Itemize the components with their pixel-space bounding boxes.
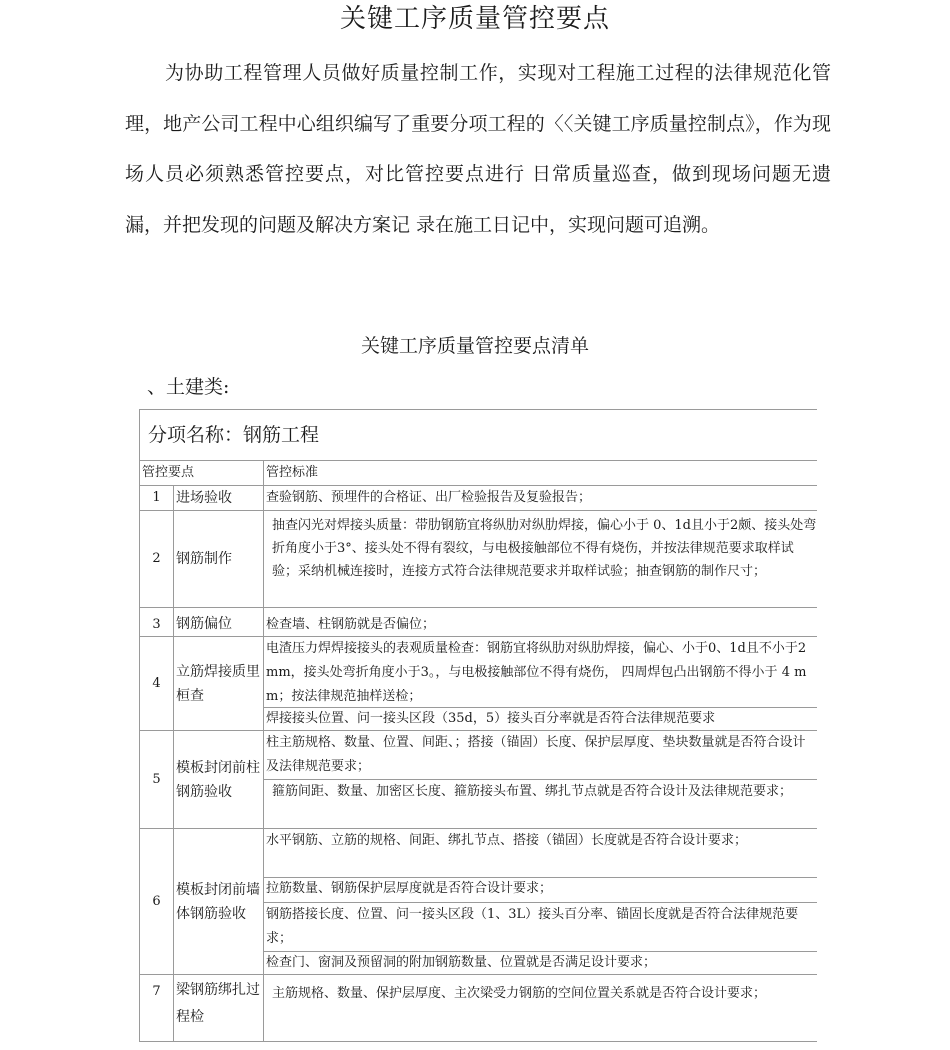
standard-cell: 拉筋数量、钢筋保护层厚度就是否符合设计要求； xyxy=(264,878,818,903)
standard-text: 电渣压力焊焊接接头的表观质量检查：钢筋宜将纵肋对纵肋焊接，偏心、小于0、1d且不小于2 mm，接头处弯折角度小于3。，与电极接触部位不得有烧伤， 四周焊包凸出钢筋不得小于 4 mm；按法律规范抽样送检； xyxy=(266,641,807,704)
control-points-table-wrapper xyxy=(139,409,817,1050)
standard-cell: 钢筋搭接长度、位置、问一接头区段（1、3L）接头百分率、锚固长度就是否符合法律规范要求； xyxy=(264,903,818,952)
table-row xyxy=(140,608,818,637)
standard-text: 抽查闪光对焊接头质量：带肋钢筋宜将纵肋对纵肋焊接，偏心小于 0、1d且小于2颇、接头处弯折角度小于3°、接头处不得有裂纹，与电极接触部位不得有烧伤，并按法律规范要求取样试验；采纳机械连接时，连接方式符合法律规范要求并取样试验；抽查钢筋的制作尺寸； xyxy=(272,518,817,579)
standard-cell xyxy=(264,780,818,829)
standard-cell xyxy=(264,637,818,708)
standard-cell: 查验钢筋、预埋件的合格证、出厂检验报告及复验报告； xyxy=(264,486,818,511)
standard-text: 箍筋间距、数量、加密区长度、箍筋接头布置、绑扎节点就是否符合设计及法律规范要求； xyxy=(272,784,793,799)
standard-cell: 焊接接头位置、问一接头区段（35d，5）接头百分率就是否符合法律规范要求 xyxy=(264,708,818,731)
standard-text: 主筋规格、数量、保护层厚度、主次梁受力钢筋的空间位置关系就是否符合设计要求； xyxy=(272,986,767,1001)
section-heading: 、土建类: xyxy=(147,376,230,398)
list-title: 关键工序质量管控要点清单 xyxy=(360,335,589,357)
table-row xyxy=(140,637,818,708)
table-row xyxy=(140,486,818,511)
standard-cell: 柱主筋规格、数量、位置、间距、；搭接（锚固）长度、保护层厚度、垫块数量就是否符合设计及法律规范要求； xyxy=(264,731,818,780)
row-number: 2 xyxy=(140,511,174,608)
control-point-cell: 模板封闭前柱钢筋验收 xyxy=(174,731,264,829)
header-control-standard: 管控标准 xyxy=(264,461,818,486)
control-point-cell: 进场验收 xyxy=(174,486,264,511)
table-row xyxy=(140,731,818,780)
table-item-name-row xyxy=(140,410,818,461)
control-point-cell: 钢筋制作 xyxy=(174,511,264,608)
table-row xyxy=(140,975,818,1042)
standard-cell: 检查门、窗洞及预留洞的附加钢筋数量、位置就是否满足设计要求； xyxy=(264,952,818,975)
row-number: 4 xyxy=(140,637,174,731)
control-points-table xyxy=(139,409,817,1042)
control-point-cell: 钢筋偏位 xyxy=(174,608,264,637)
table-row xyxy=(140,511,818,608)
item-name-cell: 分项名称：钢筋工程 xyxy=(140,410,818,461)
row-number: 6 xyxy=(140,829,174,975)
control-point-cell: 梁钢筋绑扎过程检 xyxy=(174,975,264,1042)
standard-cell: 检查墙、柱钢筋就是否偏位； xyxy=(264,608,818,637)
standard-cell xyxy=(264,975,818,1042)
row-number: 7 xyxy=(140,975,174,1042)
header-control-points: 管控要点 xyxy=(140,461,264,486)
standard-cell: 水平钢筋、立筋的规格、间距、绑扎节点、搭接（锚固）长度就是否符合设计要求； xyxy=(264,829,818,878)
row-number: 1 xyxy=(140,486,174,511)
document-title: 关键工序质量管控要点 xyxy=(339,4,610,34)
intro-paragraph: 为协助工程管理人员做好质量控制工作，实现对工程施工过程的法律规范化管理，地产公司工程中心组织编写了重要分项工程的〈〈关键工序质量控制点》，作为现场人员必须熟悉管控要点，对比管控要点进行 日常质量巡查，做到现场问题无遗漏，并把发现的问题及解决方案记 录在施工日记中，实现问题可追溯。 xyxy=(125,62,831,236)
row-number: 5 xyxy=(140,731,174,829)
row-number: 3 xyxy=(140,608,174,637)
control-point-cell: 模板封闭前墙体钢筋验收 xyxy=(174,829,264,975)
standard-text-clip xyxy=(266,637,817,707)
table-row xyxy=(140,829,818,878)
standard-cell xyxy=(264,511,818,608)
control-point-cell: 立筋焊接质里桓查 xyxy=(174,637,264,731)
table-header-row xyxy=(140,461,818,486)
